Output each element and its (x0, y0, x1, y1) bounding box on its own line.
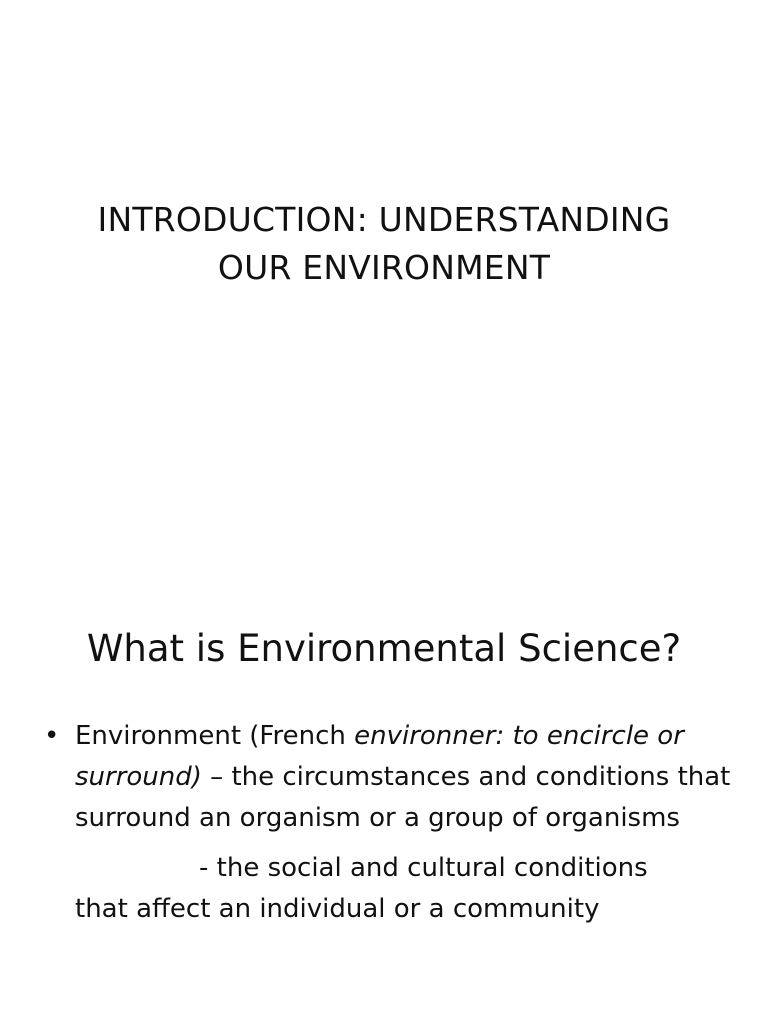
title-line-1: INTRODUCTION: UNDERSTANDING (97, 200, 671, 239)
continuation-line-2: that affect an individual or a community (75, 894, 600, 924)
bullet-list (44, 716, 734, 930)
bullet-text-after: – the circumstances and conditions that surround an organism or a group of organisms (75, 762, 731, 833)
slide-heading: What is Environmental Science? (86, 627, 682, 670)
continuation-line-1: - the social and cultural conditions (199, 853, 648, 883)
bullet-text-before: Environment (French (75, 721, 355, 751)
bullet-marker: • (44, 721, 60, 751)
continuation-paragraph (44, 848, 734, 930)
bullet-item (44, 716, 734, 839)
title-line-2: OUR ENVIRONMENT (217, 248, 551, 287)
bullet-italic-text: environner: to encircle or surround) (75, 721, 684, 792)
slide-title-heading (0, 196, 768, 292)
slide-content (0, 512, 768, 1024)
